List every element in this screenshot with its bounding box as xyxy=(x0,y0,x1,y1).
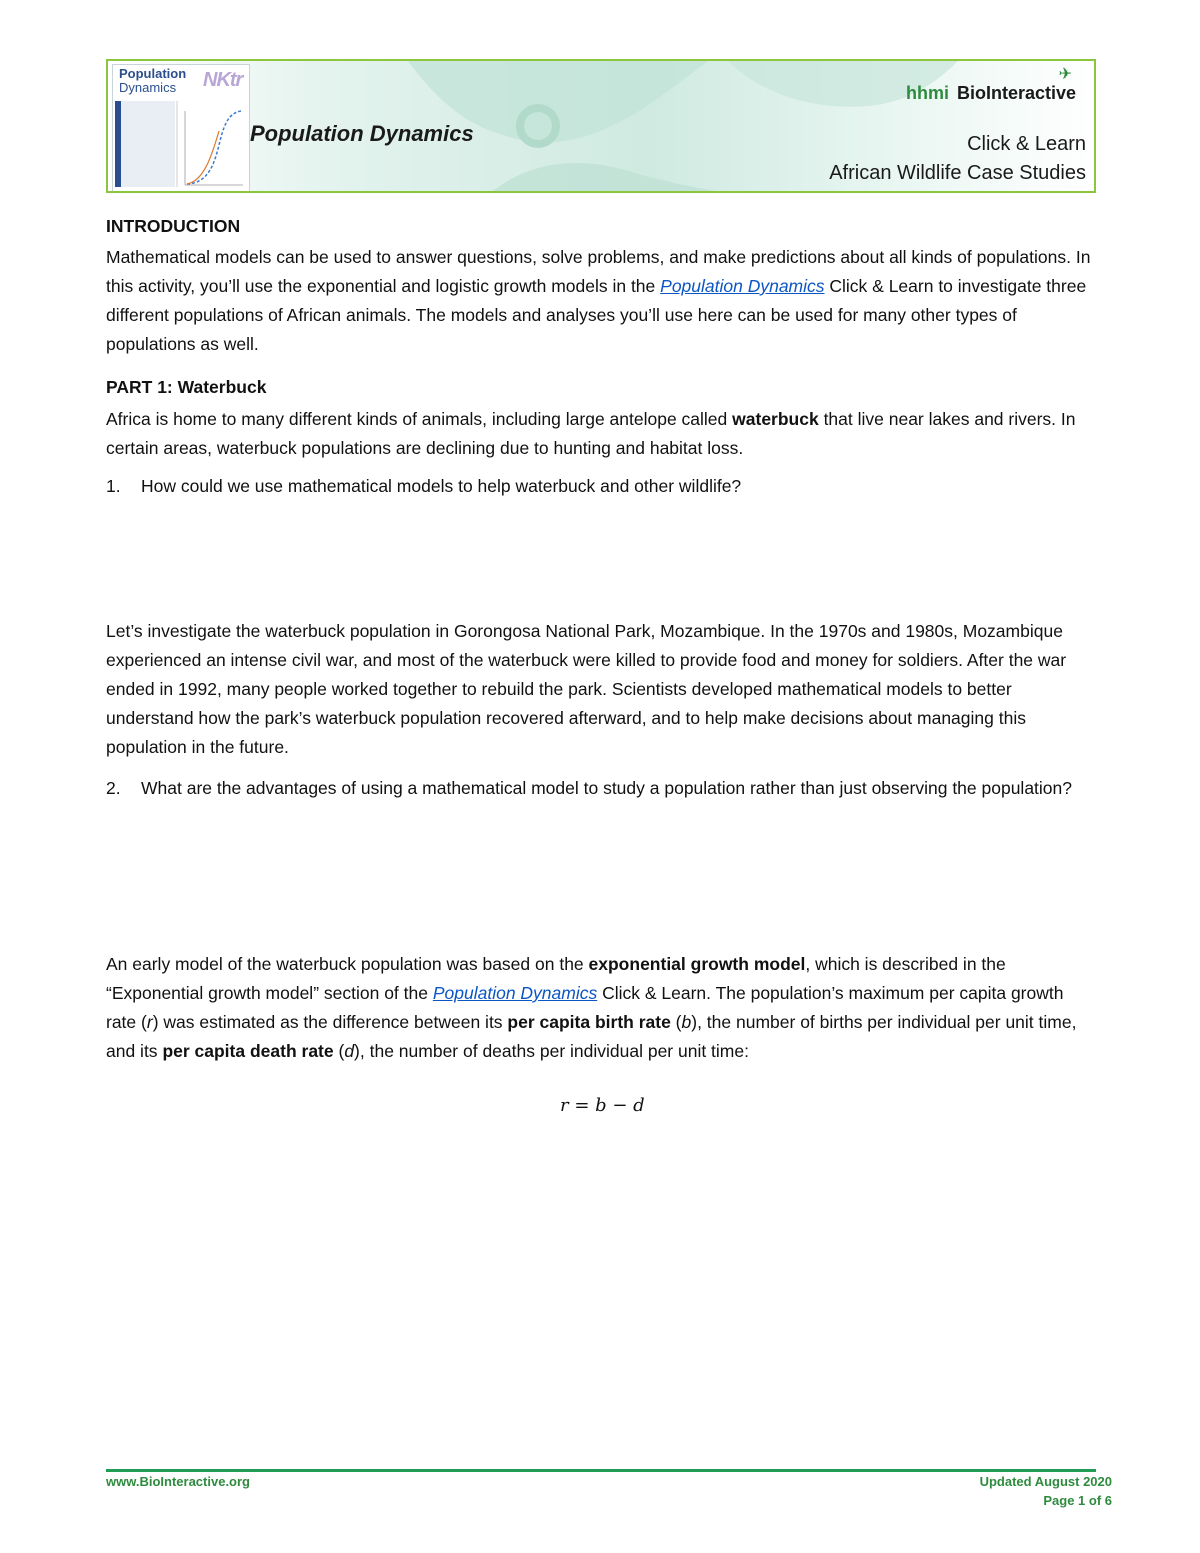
question-1-text: How could we use mathematical models to help waterbuck and other wildlife? xyxy=(141,476,742,496)
growth-rate-equation: r = b − d xyxy=(560,1095,645,1116)
footer-updated: Updated August 2020 xyxy=(979,1474,1112,1489)
intro-heading: INTRODUCTION xyxy=(106,216,241,236)
p3-text-e: ( xyxy=(670,1012,682,1032)
banner-subtitle-2: African Wildlife Case Studies xyxy=(829,162,1086,184)
population-dynamics-link-2[interactable]: Population Dynamics xyxy=(432,983,598,1003)
symbol-r: r xyxy=(146,1012,153,1032)
part1-paragraph-2: Let’s investigate the waterbuck population in Gorongosa National Park, Mozambique. In the 1970s and 1980s, Mozambique experienced an intense civil war, and most of the waterbuck were killed to provide food and money for soldiers. After the war ended in 1992, many people worked together to rebuild the park. Scientists developed mathematical models to better understand how the park’s waterbuck population recovered afterward, and to help make decisions about managing this population in the future. xyxy=(106,621,1067,757)
banner-title: Population Dynamics xyxy=(250,121,474,146)
part1-heading: PART 1: Waterbuck xyxy=(106,377,267,397)
waterbuck-term: waterbuck xyxy=(732,409,819,429)
part1-p1-text-a: Africa is home to many different kinds of animals, including large antelope called xyxy=(106,409,733,429)
intro-text-a: Mathematical models can be used to answer questions, solve problems, and make predictions about all kinds of populations. In this activity, you’ll use the exponential and logistic growth models in the xyxy=(106,247,1091,296)
footer-website[interactable]: www.BioInteractive.org xyxy=(106,1474,250,1489)
thumbnail-chart-icon xyxy=(115,101,245,187)
p3-text-f: ), the number of births per individual per unit time, and its xyxy=(106,1012,1077,1061)
thumbnail-title-line1: Population xyxy=(119,66,187,81)
question-1-number: 1. xyxy=(106,476,121,496)
thumbnail-title-line2: Dynamics xyxy=(119,80,177,95)
question-2-text: What are the advantages of using a mathematical model to study a population rather than just observing the population? xyxy=(141,778,1073,798)
p3-text-g: ( xyxy=(333,1041,345,1061)
brand-name: BioInteractive xyxy=(956,83,1076,103)
footer-divider xyxy=(106,1469,1096,1472)
part1-p1-text-b: that live near lakes and rivers. In certain areas, waterbuck populations are declining due to hunting and habitat loss. xyxy=(106,409,1076,458)
intro-paragraph xyxy=(106,243,1096,359)
birth-rate-term: per capita birth rate xyxy=(507,1012,671,1032)
banner-subtitle-1: Click & Learn xyxy=(967,133,1086,155)
question-2-number: 2. xyxy=(106,778,121,798)
p3-text-h: ), the number of deaths per individual per unit time: xyxy=(354,1041,749,1061)
footer-page-number: Page 1 of 6 xyxy=(1043,1493,1112,1508)
population-dynamics-link[interactable]: Population Dynamics xyxy=(660,276,825,296)
intro-text-b: Click & Learn to investigate three different populations of African animals. The models and analyses you’ll use here can be used for many other types of populations as well. xyxy=(106,276,1087,354)
death-rate-term: per capita death rate xyxy=(162,1041,334,1061)
symbol-d: d xyxy=(344,1041,355,1061)
p3-text-a: An early model of the waterbuck population was based on the xyxy=(106,954,589,974)
header-banner xyxy=(106,59,1096,193)
p3-text-c: Click & Learn. The population’s maximum per capita growth rate ( xyxy=(106,983,1064,1032)
symbol-b: b xyxy=(681,1012,692,1032)
bird-logo-icon: ✈ xyxy=(1058,66,1072,83)
p3-text-d: ) was estimated as the difference between its xyxy=(152,1012,508,1032)
brand-logo xyxy=(906,83,1076,104)
brand-hhmi: hhmi xyxy=(905,83,949,103)
part1-paragraph-1 xyxy=(106,405,1096,463)
thumbnail-logo: NKtr xyxy=(203,69,243,91)
p3-text-b: , which is described in the “Exponential growth model” section of the xyxy=(106,954,1006,1003)
thumbnail-image xyxy=(112,64,250,192)
thumbnail-title xyxy=(119,67,199,95)
exponential-growth-model-term: exponential growth model xyxy=(588,954,806,974)
part1-paragraph-3 xyxy=(106,950,1096,1066)
